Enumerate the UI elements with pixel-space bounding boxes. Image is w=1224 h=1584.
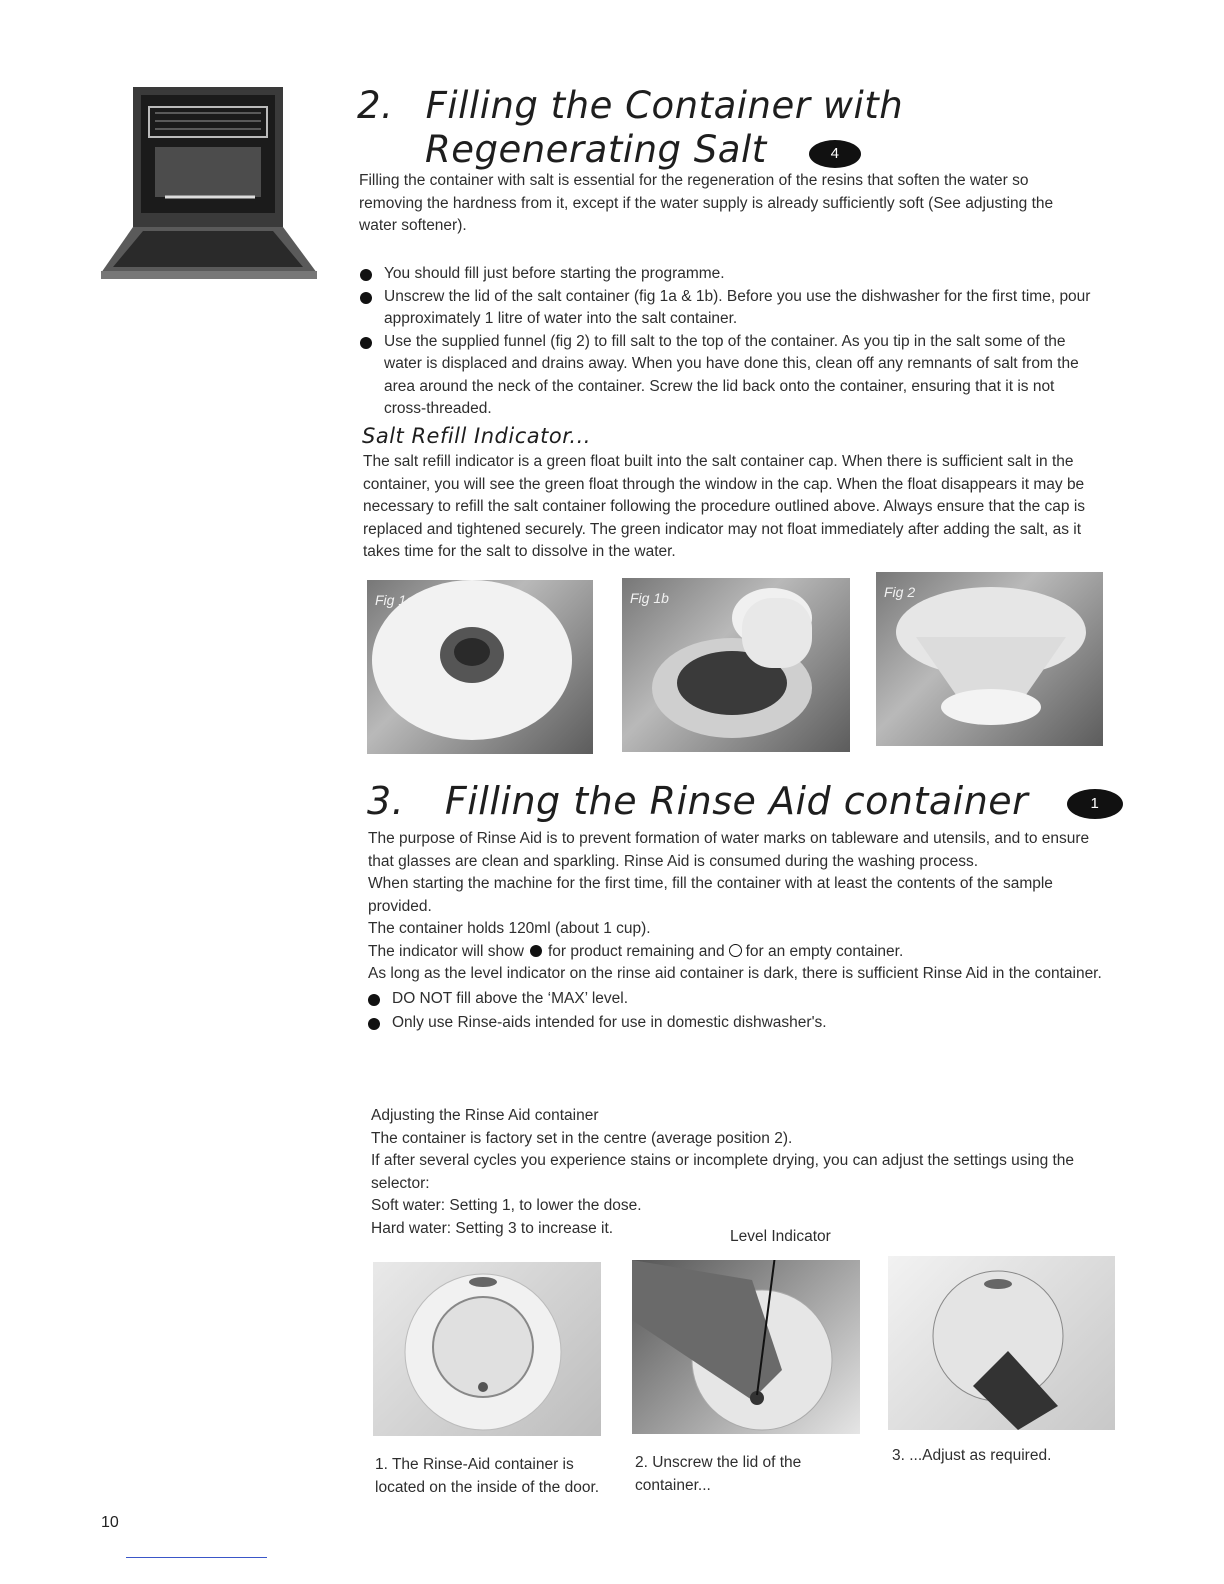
adjust-heading: Adjusting the Rinse Aid container — [371, 1107, 599, 1124]
empty-circle-icon — [729, 944, 742, 957]
rinse-aid-photo-2 — [632, 1260, 860, 1434]
section-2-title-line2: Regenerating Salt — [425, 128, 767, 171]
section-2-badge: 4 — [809, 140, 861, 168]
level-indicator-label: Level Indicator — [730, 1228, 831, 1245]
filled-dot-icon — [530, 945, 542, 957]
rinse-aid-first-time: When starting the machine for the first time, fill the container with at least the contents of the sample provided. — [368, 875, 1053, 915]
list-item: Use the supplied funnel (fig 2) to fill salt to the top of the container. As you tip in the salt some of the water is displaced and drains away. When you have done this, clean off any remnants of salt from the area around the neck of the container. Screw the lid back onto the container, ensuring that it is not cross-threaded. — [360, 331, 1100, 421]
section-2-number: 2. — [357, 84, 394, 127]
figure-label: Fig 1b — [630, 590, 669, 606]
list-item: Only use Rinse-aids intended for use in domestic dishwasher's. — [368, 1012, 1108, 1035]
rinse-aid-capacity: The container holds 120ml (about 1 cup). — [368, 920, 651, 937]
footer-rule — [126, 1557, 267, 1558]
adjust-line: The container is factory set in the centre (average position 2). — [371, 1129, 793, 1147]
adjust-line: Hard water: Setting 3 to increase it. — [371, 1219, 614, 1237]
rinse-aid-purpose: The purpose of Rinse Aid is to prevent formation of water marks on tableware and utensils, and to ensure that glasses are clean and sparkling. Rinse Aid is consumed during the washing process. — [368, 830, 1090, 870]
section-3-number: 3. — [367, 779, 405, 823]
section-2-bullet-list — [360, 263, 1100, 421]
page-number: 10 — [101, 1514, 119, 1531]
dishwasher-illustration — [95, 85, 320, 295]
list-item: Unscrew the lid of the salt container (fig 1a & 1b). Before you use the dishwasher for the first time, pour approximately 1 litre of water into the salt container. — [360, 286, 1100, 331]
adjust-line: Soft water: Setting 1, to lower the dose. — [371, 1197, 642, 1214]
section-2-title-line1: Filling the Container with — [425, 84, 904, 127]
rinse-aid-photo-1 — [373, 1262, 601, 1436]
figure-1b-photo — [622, 578, 850, 752]
rinse-aid-level-text: As long as the level indicator on the rinse aid container is dark, there is sufficient Rinse Aid in the container. — [368, 965, 1102, 982]
figure-label: Fig 1a — [375, 592, 414, 608]
figure-1a-photo — [367, 580, 593, 754]
section-3-badge: 1 — [1067, 789, 1123, 819]
list-item: You should fill just before starting the programme. — [360, 263, 1100, 286]
section-3-bullet-list — [368, 988, 1108, 1035]
section-2-intro: Filling the container with salt is essential for the regeneration of the resins that soften the water so removing the hardness from it, except if the water supply is already sufficiently soft (See adjusting the water softener). — [359, 172, 1054, 234]
caption-3: 3. ...Adjust as required. — [892, 1447, 1052, 1464]
salt-refill-text: The salt refill indicator is a green float built into the salt container cap. When there is sufficient salt in the container, you will see the green float through the window in the cap. When the float disappears it may be necessary to refill the salt container following the procedure outlined above. Always ensure that the cap is replaced and tightened securely. The green indicator may not float immediately after adding the salt, as it takes time for the salt to dissolve in the water. — [363, 453, 1086, 560]
rinse-aid-photo-3 — [888, 1256, 1115, 1430]
list-item: DO NOT fill above the ‘MAX’ level. — [368, 988, 1108, 1011]
figure-label: Fig 2 — [884, 584, 916, 600]
section-3-title: Filling the Rinse Aid container — [444, 779, 1029, 823]
rinse-aid-indicator-line: The indicator will show for product remaining and for an empty container. — [368, 942, 904, 960]
salt-refill-subheading: Salt Refill Indicator... — [362, 424, 591, 448]
figure-2-photo — [876, 572, 1103, 746]
caption-2: 2. Unscrew the lid of the container... — [635, 1454, 802, 1494]
caption-1: 1. The Rinse-Aid container is located on the inside of the door. — [375, 1456, 600, 1496]
adjust-line: If after several cycles you experience stains or incomplete drying, you can adjust the settings using the selector: — [371, 1152, 1075, 1192]
